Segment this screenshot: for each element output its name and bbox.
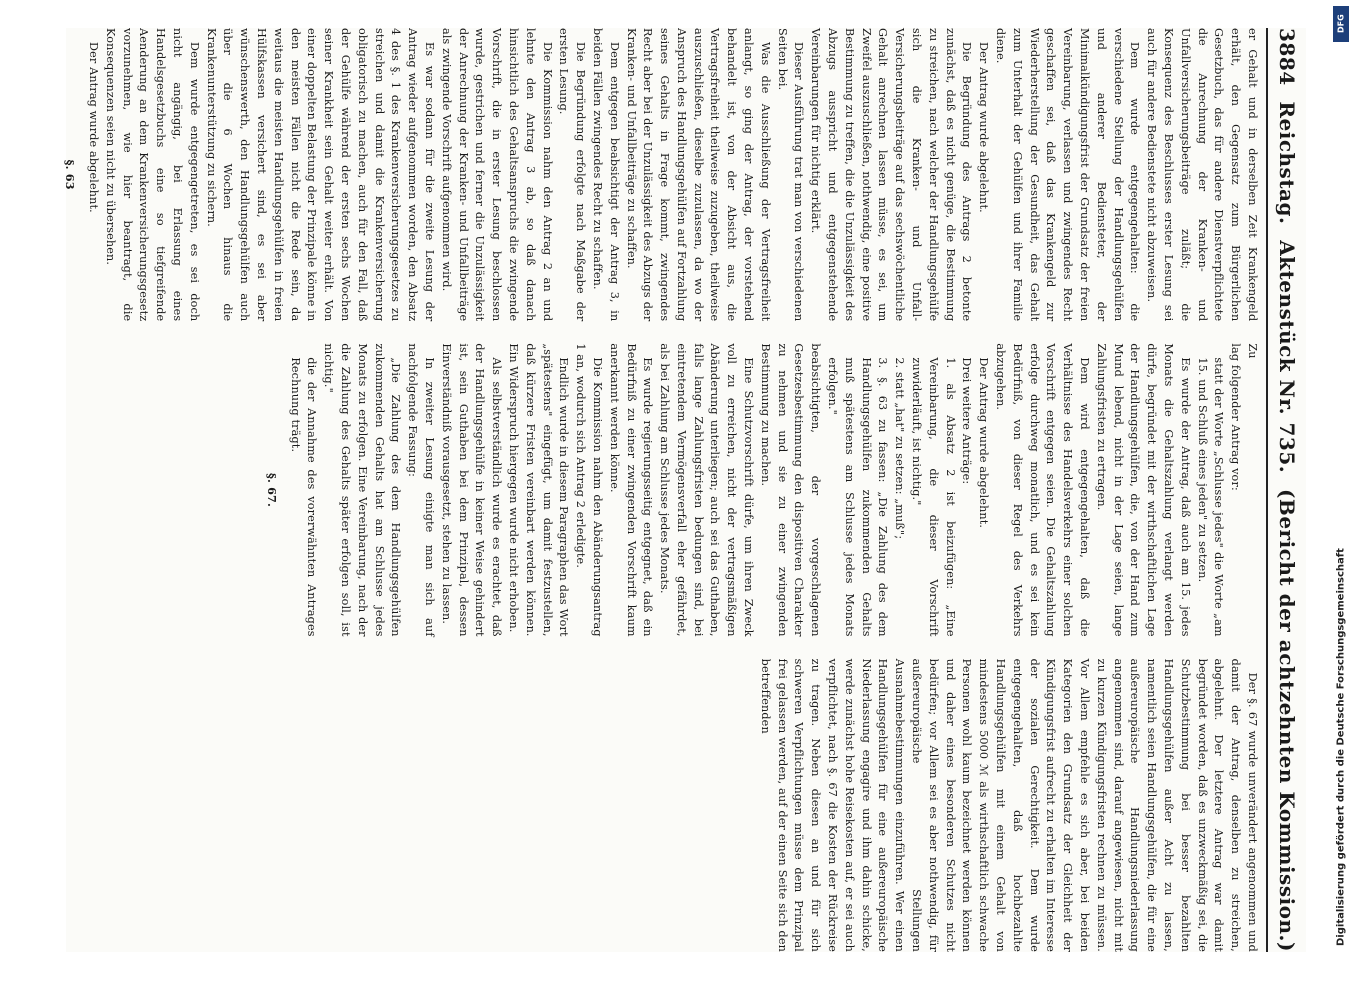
paragraph: Was die Ausschließung der Vertragsfreiheit anlangt, so ging der Antrag, der vorstehend behandelt ist, von der Absicht aus, die Vertragsfreiheit theilweise zuzugeben, theilweise auszuschließen, dieselbe zuzulassen, da wo der Anspruch des Handlungsgehülfen auf Fortzahlung seines Gehalts in Frage kommt, zwingendes Recht aber bei der Unzulässigkeit des Abzugs der Kranken- und Unfallbeiträge zu schaffen.	[624, 28, 772, 322]
paragraph: Endlich wurde in diesem Paragraphen das Wort „spätestens" eingefügt, um damit festzustellen, daß kürzere Fristen vereinbart werden können. Ein Widerspruch hiergegen wurde nicht erhoben.	[506, 343, 571, 637]
paragraph: die der Annahme des vorerwähnten Antrages Rechnung trägt.	[288, 357, 319, 637]
paragraph: Dem wurde entgegengetreten, es sei doch nicht angängig, bei Erlassung eines Handelsgesetzbuchs eine so tiefgreifende Aenderung an dem Krankenversicherungsgesetz vorzunehmen, wie hier beantragt, die Konsequenzen seien nicht zu übersehen.	[103, 28, 201, 322]
paragraph: Dem entgegen beabsichtigt der Antrag 3, in beiden Fällen zwingendes Recht zu schaffen.	[590, 28, 621, 322]
paragraph: Dem wurde entgegengehalten: die verschiedene Stellung der Handlungsgehülfen und anderer Bediensteter, der Minimalkündigungsfrist der Grundsatz der freien Vereinbarung, verlassen und zwingendes Recht geschaffen sei, daß das Krankengeld zur Wiederherstellung der Gesundheit, das Gehalt zum Unterhalt der Gehülfen und ihrer Familie diene.	[994, 28, 1142, 322]
header-right: (Bericht der achtzehnten Kommission.)	[1275, 488, 1299, 952]
paragraph: statt der Worte „Schlusse jedes" die Worte „am 15. und Schluß eines jeden" zu setzen.	[1195, 357, 1226, 637]
page-header	[1266, 28, 1306, 952]
paragraph: Der Antrag wurde abgelehnt.	[977, 42, 991, 213]
paragraph: Der Antrag wurde abgelehnt.	[977, 357, 991, 529]
paragraph: Drei weitere Anträge:	[960, 357, 974, 485]
paragraph: In zweiter Lesung einigte man sich auf nachfolgende Fassung:	[406, 343, 436, 637]
column-2	[70, 343, 1260, 636]
digitization-sidebar	[1333, 6, 1349, 986]
paragraph: Als selbstverständlich wurde es erachtet, daß der Handlungsgehülfe in keiner Weise gehindert ist, sein Guthaben bei dem Prinzipal, dessen Einverständniß vorausgesetzt, stehen zu lassen.	[439, 343, 504, 637]
paragraph: Die Begründung erfolgte nach Maßgabe der ersten Lesung.	[557, 28, 588, 322]
paragraph: lag folgender Antrag vor:	[1229, 343, 1243, 491]
paragraph: Dem wird entgegengehalten, daß die Verhältnisse des Handelsverkehrs einer solchen Vorschrift entgegen seien. Die Gehaltszahlung erfolge durchweg monatlich, und es sei kein Bedürfniß, von dieser Regel des Verkehrs abzugehen.	[994, 343, 1092, 637]
paragraph: Der §. 67 wurde unverändert angenommen und damit der Antrag, denselben zu streichen, abgelehnt. Der letztere Antrag war damit begründet worden, daß es unzweckmäßig sei, die Schutzbestimmung bei besser bezahlten Handlungsgehülfen außer Acht zu lassen, namentlich seien Handlungsgehülfen, die für eine außereuropäische Handlungsniederlassung angenommen sind, darauf angewiesen, nicht mit zu kurzen Kündigungsfristen rechnen zu müssen. Vor Allem empfehle es sich aber, bei beiden Kategorien den Grundsatz der Gleichheit der Kündigungsfrist aufrecht zu erhalten im Interesse der sozialen Gerechtigkeit. Dem wurde entgegengehalten, daß hochbezahlte Handlungsgehülfen mit einem Gehalt von mindestens 5000 ℳ als wirthschaftlich schwache Personen wohl kaum bezeichnet werden können und daher eines besonderen Schutzes nicht bedürfen; vor Allem sei es aber nothwendig, für außereuropäische Stellungen Ausnahmebestimmungen einzuführen. Wer einen Handlungsgehülfen für eine außereuropäische Niederlassung engagire und ihm dahin schicke, werde zunächst hohe Reisekosten auf, er sei auch verpflichtet, nach §. 67 die Kosten der Rückreise zu tragen. Neben diesen an und für sich schweren Verpflichtungen müsse dem Prinzipal frei gelassen werden, auf der einen Seite sich den betreffenden	[758, 658, 1259, 952]
header-middle: Aktenstück Nr. 735.	[1275, 240, 1299, 474]
funding-note: Digitalisierung gefördert durch die Deutsche Forschungsgemeinschaft	[1335, 548, 1347, 946]
paragraph: Zu	[1246, 343, 1259, 359]
dfg-logo: DFG	[1333, 6, 1349, 42]
header-left: Reichstag.	[1275, 101, 1299, 225]
paragraph: Die Kommission nahm den Antrag 2 an und lehnte den Antrag 3 ab, so daß danach hinsichtlich des Gehaltsanspruchs die zwingende Vorschrift, die in erster Lesung beschlossen wurde, gestrichen und ferner die Unzulässigkeit der Anrechnung der Kranken- und Unfallbeiträge als zwingende Vorschrift aufgenommen wird.	[439, 28, 554, 322]
scanned-page	[63, 28, 1306, 952]
paragraph: Die Kommission nahm den Abänderungsantrag 1 an, wodurch sich Antrag 2 erledigte.	[574, 343, 604, 637]
section-heading: §. 63	[63, 159, 78, 190]
paragraph: Die Begründung des Antrags 2 betonte zunächst, daß es nicht genüge, die Bestimmung zu streichen, nach welcher der Handlungsgehülfe sich die Kranken- und Unfall-Versicherungsbeiträge auf das sechswöchentliche Gehalt anrechnen lassen müsse, es sei, um Zweifel auszuschließen, nothwendig, eine positive Bestimmung zu treffen, die die Unzulässigkeit des Abzugs ausspricht und entgegenstehende Vereinbarungen für nichtig erklärt.	[809, 28, 974, 322]
column-1	[63, 28, 1260, 322]
page-number: 3884	[1275, 28, 1299, 86]
paragraph: Es wurde regierungsseitig entgegnet, daß ein Bedürfniß zu einer zwingenden Vorschrift kaum anerkannt werden könne.	[607, 343, 655, 637]
paragraph: Eine Schutzvorschrift dürfe, um ihren Zweck voll zu erreichen, nicht der vertragsmäßigen Abänderung unterliegen; auch sei das Guthaben, falls lange Zahlungsfristen bedungen sind, bei eintretendem Vermögensverfall eher gefährdet, als bei Zahlung am Schlusse jedes Monats.	[658, 343, 756, 637]
paragraph: Dieser Ausführung trat man von verschiedenen Seiten bei.	[775, 28, 806, 322]
paragraph: 2. statt „hat" zu setzen: „muß";	[893, 357, 907, 540]
paragraph: er Gehalt und in derselben Zeit Krankengeld erhält, den Gegensatz zum Bürgerlichen Gesetzbuch, das für andere Dienstverpflichtete die Anrechnung der Kranken- und Unfallversicherungsbeiträge zuläßt; die Konsequenz des Beschlusses erster Lesung sei auch für andere Bedienstete nicht abzuweisen.	[1145, 28, 1259, 322]
paragraph: 3. §. 63 zu fassen: „Die Zahlung des dem Handlungsgehülfen zukommenden Gehalts muß spätestens am Schlusse jedes Monats erfolgen."	[826, 357, 890, 637]
column-3	[70, 659, 1260, 952]
paragraph: Der Antrag wurde abgelehnt.	[87, 42, 101, 213]
text-columns	[63, 28, 1260, 952]
paragraph: beabsichtigten, der vorgeschlagenen Gesetzesbestimmung den dispositiven Charakter zu nehmen und sie zu einer zwingenden Bestimmung zu machen.	[758, 343, 823, 637]
paragraph: „Die Zahlung des dem Handlungsgehülfen zukommenden Gehalts hat am Schlusse jedes Monats zu erfolgen. Eine Vereinbarung, nach der die Zahlung des Gehalts später erfolgen soll, ist nichtig."	[322, 343, 403, 637]
paragraph: 1. als Absatz 2 ist beizufügen: „Eine Vereinbarung, die dieser Vorschrift zuwiderläuft, ist nichtig."	[910, 357, 957, 637]
section-heading: §. 67.	[264, 472, 279, 507]
paragraph: Es wurde der Antrag, daß auch am 15. jedes Monats die Gehaltszahlung verlangt werden dürfe, begründet mit der wirthschaftlichen Lage der Handlungsgehülfen, die, von der Hand zum Mund lebend, nicht in der Lage seien, lange Zahlungsfristen zu ertragen.	[1094, 343, 1192, 637]
paragraph: Es war sodann für die zweite Lesung der Antrag wieder aufgenommen worden, den Absatz 4 des §. 1 des Krankenversicherungsgesetzes zu streichen und damit die Krankenversicherung obligatorisch zu machen, auch für den Fall, daß der Gehülfe während der ersten sechs Wochen seiner Krankheit sein Gehalt weiter erhält. Von einer doppelten Belastung der Prinzipale könne in den meisten Fällen nicht die Rede sein, da weitaus die meisten Handlungsgehülfen in freien Hülfskassen versichert sind, es sei aber wünschenswerth, den Handlungsgehülfen auch über die 6 Wochen hinaus die Krankenunterstützung zu sichern.	[204, 28, 436, 322]
